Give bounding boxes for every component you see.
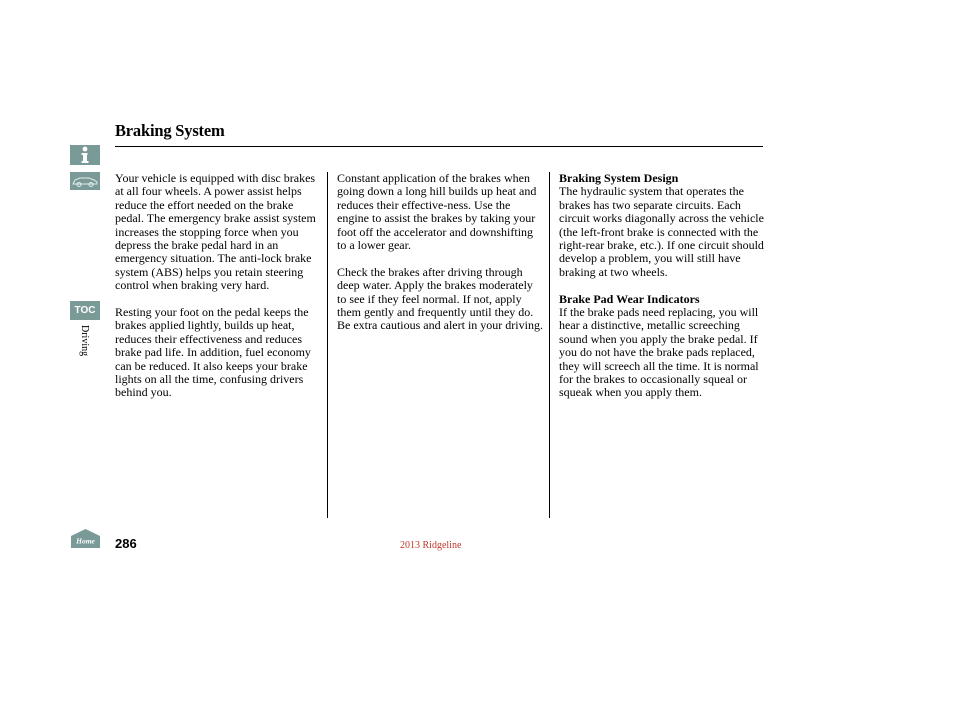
paragraph: The hydraulic system that operates the brakes has two separate circuits. Each circuit works diagonally across the vehicle (the left-front brake is connected with the right-rear brake, etc.). If one circuit should develop a problem, you will still have braking at two wheels.: [559, 184, 764, 279]
paragraph: Check the brakes after driving through deep water. Apply the brakes moderately to see if they feel normal. If not, apply them gently and frequently until they do. Be extra cautious and alert in your driving.: [337, 264, 543, 333]
column-divider: [549, 172, 550, 518]
column-3: [559, 172, 765, 413]
paragraph: Your vehicle is equipped with disc brakes at all four wheels. A power assist helps reduce the effort needed on the brake pedal. The emergency brake assist system increases the stopping force when you depress the brake pedal hard in an emergency situation. The anti-lock brake system (ABS) helps you retain steering control when braking very hard.: [115, 171, 316, 293]
subheading: Brake Pad Wear Indicators: [559, 291, 700, 306]
column-1: [115, 172, 322, 413]
home-button[interactable]: [70, 528, 101, 549]
page-title: Braking System: [115, 121, 225, 140]
section-tab: Driving: [79, 325, 90, 357]
home-label: Home: [76, 536, 95, 546]
paragraph: Resting your foot on the pedal keeps the brakes applied lightly, builds up heat, reduces their effectiveness and reduces brake pad life. In addition, fuel economy can be reduced. It also keeps your brake lights on all the time, confusing drivers behind you.: [115, 305, 311, 400]
info-icon[interactable]: [70, 145, 100, 165]
toc-label: TOC: [74, 305, 96, 316]
home-icon: [70, 528, 101, 549]
subheading: Braking System Design: [559, 171, 679, 185]
paragraph: If the brake pads need replacing, you will hear a distinctive, metallic screeching sound when you apply the brake pedal. If you do not have the brake pads replaced, they will screech all the time. It is normal for the brakes to occasionally squeal or squeak when you apply them.: [559, 305, 759, 400]
column-2: [337, 172, 543, 346]
paragraph: Constant application of the brakes when going down a long hill builds up heat and reduces their effective-ness. Use the engine to assist the brakes by taking your foot off the accelerator and downshifting to a lower gear.: [337, 171, 537, 253]
footer-model-name: 2013 Ridgeline: [400, 540, 462, 551]
vehicle-icon[interactable]: [70, 172, 100, 190]
column-divider: [327, 172, 328, 518]
page-number: 286: [115, 536, 137, 551]
car-glyph: [71, 174, 99, 188]
info-glyph: [80, 146, 90, 164]
toc-button[interactable]: [70, 301, 100, 320]
title-divider: [115, 146, 763, 147]
